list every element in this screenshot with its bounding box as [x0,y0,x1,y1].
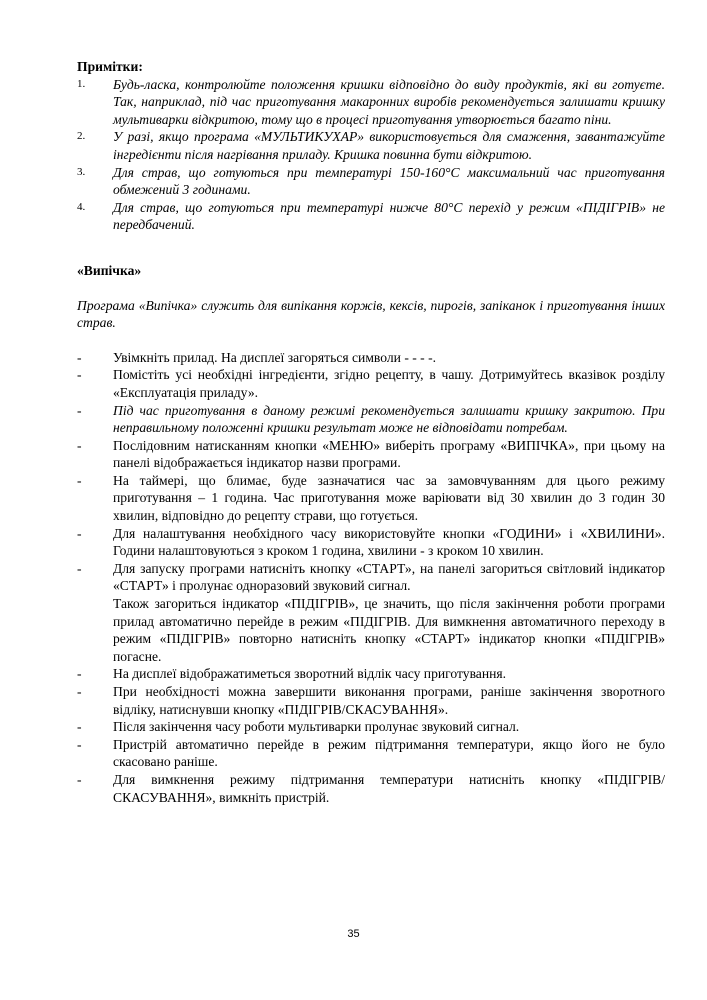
note-number: 3. [77,165,86,178]
step-text: Помістіть усі необхідні інгредієнти, згідно рецепту, в чашу. Дотримуйтесь вказівок розділу «Експлуатація приладу». [113,367,665,400]
step-dash: - [77,437,82,453]
step-dash: - [77,666,82,682]
page-content [77,58,665,806]
step-dash: - [77,349,82,365]
section-title: «Випічка» [77,262,142,278]
step-item [77,560,665,666]
step-item [77,472,665,525]
note-text: Для страв, що готуються при температурі 150-160°С максимальний час приготування обмежений 3 годинами. [113,164,665,198]
note-item [77,164,665,199]
step-item [77,402,665,437]
step-text: Для вимкнення режиму підтримання температури натисніть кнопку «ПІДІГРІВ/СКАСУВАННЯ», вимкніть пристрій. [113,771,665,805]
step-dash: - [77,684,82,699]
note-item [77,199,665,234]
step-dash: - [77,367,82,383]
step-text: Увімкніть прилад. На дисплеї загоряться символи - - - -. [113,349,437,365]
step-text: Послідовним натисканням кнопки «МЕНЮ» виберіть програму «ВИПІЧКА», при цьому на панелі відображається індикатор назви програми. [113,437,665,471]
step-item [77,349,665,367]
note-number: 2. [77,130,86,143]
step-item [77,366,665,401]
step-text: Для налаштування необхідного часу використовуйте кнопки «ГОДИНИ» і «ХВИЛИНИ». Години налаштовуються з кроком 1 година, хвилини - з кроком 10 хвилин. [113,525,665,559]
step-text: На таймері, що блимає, буде зазначатися час за замовчуванням для цього режиму приготування – 1 година. Час приготування може варіювати від 30 хвилин до 3 годин 30 хвилин, відповідно до рецепту страви, що готується. [113,472,665,524]
note-number: 1. [77,77,86,90]
notes-title: Примітки: [77,59,143,74]
note-text: У разі, якщо програма «МУЛЬТИКУХАР» використовується для смаження, завантажуйте інгредієнти після нагрівання приладу. Кришка повинна бути відкритою. [113,129,665,162]
step-dash: - [77,560,82,576]
step-dash: - [77,719,82,735]
notes-list [77,76,665,234]
step-item [77,771,665,806]
note-text: Будь-ласка, контролюйте положення кришки відповідно до виду продуктів, які ви готуєте. Так, наприклад, під час приготування макаронних виробів рекомендується залишати кришку мультиварки відкритою, тому що в процесі приготування утворюється багато піни. [113,76,665,127]
step-dash: - [77,472,82,488]
step-dash: - [77,402,82,418]
step-item [77,736,665,771]
step-item [77,665,665,683]
page-number: 35 [347,928,360,940]
steps-list [77,349,665,806]
step-text: Під час приготування в даному режимі рекомендується залишати кришку закритою. При неправильному положенні кришки результат може не відповідати потребам. [113,402,665,436]
step-text: На дисплеї відображатиметься зворотний відлік часу приготування. [113,666,507,682]
step-item [77,683,665,718]
note-item [77,76,665,129]
step-item [77,525,665,560]
step-dash: - [77,736,82,752]
step-text: Пристрій автоматично перейде в режим підтримання температури, якщо його не було скасовано раніше. [113,736,665,770]
note-text: Для страв, що готуються при температурі нижче 80°С перехід у режим «ПІДІГРІВ» не передбачений. [113,199,665,233]
note-item [77,128,665,163]
step-item [77,437,665,472]
note-number: 4. [77,200,86,213]
step-dash: - [77,525,82,541]
step-item [77,718,665,736]
step-dash: - [77,771,82,787]
step-text: При необхідності можна завершити виконання програми, раніше закінчення зворотного відліку, натиснувши кнопку «ПІДІГРІВ/СКАСУВАННЯ». [113,684,665,717]
step-extra-text: Також загориться індикатор «ПІДІГРІВ», це значить, що після закінчення роботи програми прилад автоматично перейде в режим «ПІДІГРІВ. Для вимкнення автоматичного переходу в режим «ПІДІГРІВ» повторно натисніть кнопку «СТАРТ» індикатор кнопки «ПІДІГРІВ» погасне. [113,596,665,664]
step-text: Після закінчення часу роботи мультиварки пролунає звуковий сигнал. [113,719,520,735]
section-intro: Програма «Випічка» служить для випікання коржів, кексів, пирогів, запіканок і приготування інших страв. [77,297,665,331]
step-text: Для запуску програми натисніть кнопку «СТАРТ», на панелі загориться світловий індикатор «СТАРТ» і пролунає одноразовий звуковий сигнал. [113,560,665,594]
